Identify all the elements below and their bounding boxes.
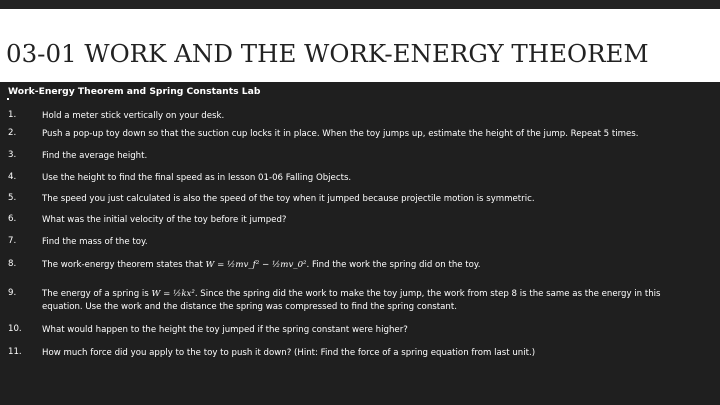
item-text: Hold a meter stick vertically on your desk. bbox=[42, 111, 225, 121]
item-number: 6. bbox=[8, 214, 17, 224]
item-number: 7. bbox=[8, 236, 17, 246]
slide-title: 03-01 WORK AND THE WORK-ENERGY THEOREM bbox=[6, 39, 649, 68]
item-text bbox=[42, 288, 712, 314]
item-text: Find the mass of the toy. bbox=[42, 237, 148, 247]
item-text: What was the initial velocity of the toy before it jumped? bbox=[42, 215, 287, 225]
spring-energy-formula: W = ½kx² bbox=[151, 289, 195, 299]
item-text-after: . Since the spring did the work to make the toy jump, the work from step 8 is the same as the energy in this bbox=[194, 289, 661, 299]
item-text-before: The energy of a spring is bbox=[42, 289, 152, 299]
item-number: 2. bbox=[8, 128, 17, 138]
top-bar bbox=[0, 0, 720, 9]
item-text bbox=[42, 259, 712, 272]
lab-heading: Work-Energy Theorem and Spring Constants Lab bbox=[8, 86, 261, 97]
work-energy-formula: W = ½mv_f² − ½mv_0² bbox=[205, 260, 307, 270]
item-text-line2: equation. Use the work and the distance the spring was compressed to find the spring constant. bbox=[42, 302, 457, 312]
item-number: 1. bbox=[8, 110, 17, 120]
item-text: Push a pop-up toy down so that the suction cup locks it in place. When the toy jumps up, estimate the height of the jump. Repeat 5 times. bbox=[42, 129, 639, 139]
item-text: The speed you just calculated is also the speed of the toy when it jumped because projectile motion is symmetric. bbox=[42, 194, 535, 204]
item-text: How much force did you apply to the toy to push it down? (Hint: Find the force of a spring equation from last unit.) bbox=[42, 348, 536, 358]
item-number: 10. bbox=[8, 324, 22, 334]
item-text-after: . Find the work the spring did on the toy. bbox=[306, 260, 481, 270]
item-text-before: The work-energy theorem states that bbox=[42, 260, 206, 270]
item-text: What would happen to the height the toy jumped if the spring constant were higher? bbox=[42, 325, 408, 335]
item-number: 8. bbox=[8, 259, 17, 269]
item-text: Find the average height. bbox=[42, 151, 148, 161]
bullet-dot bbox=[7, 98, 9, 100]
item-number: 11. bbox=[8, 347, 22, 357]
title-band bbox=[0, 9, 720, 82]
item-text: Use the height to find the final speed as in lesson 01-06 Falling Objects. bbox=[42, 173, 352, 183]
item-number: 5. bbox=[8, 193, 17, 203]
content-area bbox=[0, 82, 720, 405]
item-number: 4. bbox=[8, 172, 17, 182]
item-number: 9. bbox=[8, 288, 17, 298]
item-number: 3. bbox=[8, 150, 17, 160]
